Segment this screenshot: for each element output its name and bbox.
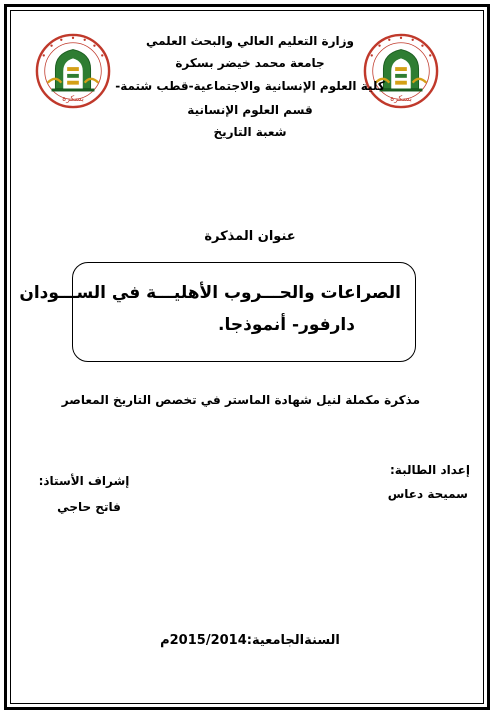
department-name: قسم العلوم الإنسانية — [187, 103, 313, 117]
thesis-title-heading: عنوان المذكرة — [204, 229, 296, 244]
university-name: جامعة محمد خيضر بسكرة — [175, 56, 325, 70]
university-logo-left — [34, 32, 112, 110]
student-name: سميحة دعاس — [387, 487, 468, 501]
degree-statement: مذكرة مكملة لنيل شهادة الماستر في تخصص التاريخ المعاصر — [61, 393, 420, 407]
thesis-title-line-2: دارفور- أنموذجا. — [218, 315, 355, 335]
student-label: إعداد الطالبة: — [390, 463, 470, 477]
branch-name: شعبة التاريخ — [213, 125, 287, 139]
supervisor-label: إشراف الأستاذ: — [38, 474, 130, 488]
thesis-title-box — [19, 262, 416, 362]
logo-caption-right: بسكرة — [390, 94, 412, 104]
logo-caption-left: بسكرة — [62, 94, 84, 104]
ministry-name: وزارة التعليم العالي والبحث العلمي — [145, 34, 355, 48]
supervisor-name: فاتح حاجي — [57, 500, 121, 514]
thesis-title-line-1: الصراعات والحـــروب الأهليـــة في الســـودان — [19, 283, 401, 303]
faculty-name: كلية العلوم الإنسانية والاجتماعية-قطب شتمة- — [115, 79, 385, 93]
academic-year: السنةالجامعية:2015/2014م — [160, 633, 340, 648]
